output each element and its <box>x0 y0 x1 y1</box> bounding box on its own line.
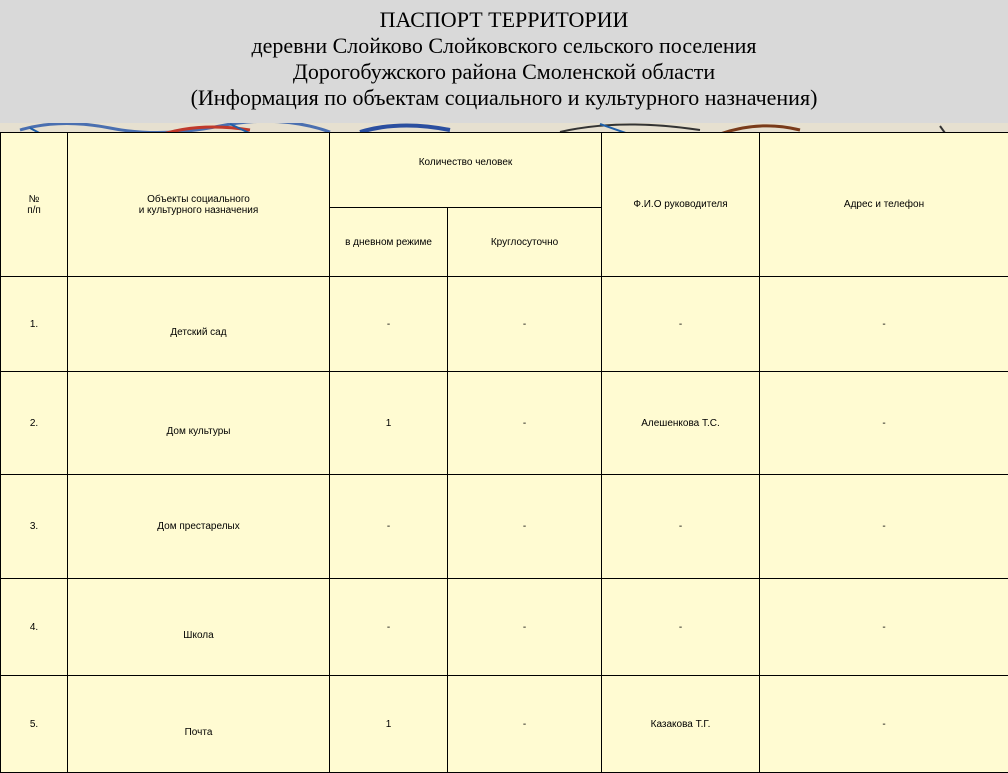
cell-object <box>68 676 330 773</box>
cell-day: - <box>330 277 448 372</box>
cell-head: Казакова Т.Г. <box>602 676 760 773</box>
cell-num: 2. <box>1 372 68 475</box>
col-header-objects <box>68 133 330 277</box>
cell-round: - <box>448 579 602 676</box>
cell-object-label: Почта <box>185 727 213 738</box>
cell-round: - <box>448 372 602 475</box>
cell-head: Алешенкова Т.С. <box>602 372 760 475</box>
cell-day: - <box>330 579 448 676</box>
cell-head: - <box>602 579 760 676</box>
col-header-num-line1: № <box>1 194 67 205</box>
col-header-address: Адрес и телефон <box>760 133 1008 277</box>
col-header-day-mode: в дневном режиме <box>330 208 448 277</box>
cell-address: - <box>760 475 1008 579</box>
col-header-objects-line1: Объекты социального <box>68 194 329 205</box>
cell-num: 5. <box>1 676 68 773</box>
cell-day: 1 <box>330 676 448 773</box>
col-header-num <box>1 133 68 277</box>
cell-head: - <box>602 277 760 372</box>
col-header-objects-line2: и культурного назначения <box>68 205 329 216</box>
col-header-head-name: Ф.И.О руководителя <box>602 133 760 277</box>
table-row <box>1 676 1008 773</box>
header-subtitle: (Информация по объектам социального и культурного назначения) <box>0 85 1008 111</box>
cell-address: - <box>760 277 1008 372</box>
cell-address: - <box>760 372 1008 475</box>
cell-address: - <box>760 579 1008 676</box>
cell-object-label: Детский сад <box>170 327 226 338</box>
cell-object <box>68 579 330 676</box>
cell-object-label: Школа <box>183 630 213 641</box>
header-district: Дорогобужского района Смоленской области <box>0 59 1008 85</box>
col-header-people-count-label: Количество человек <box>419 157 513 168</box>
col-header-num-line2: п/п <box>1 205 67 216</box>
table-row <box>1 475 1008 579</box>
cell-object <box>68 372 330 475</box>
cell-num: 4. <box>1 579 68 676</box>
header-village: деревни Слойково Слойковского сельского поселения <box>0 33 1008 59</box>
cell-object <box>68 277 330 372</box>
table-row <box>1 579 1008 676</box>
cell-num: 1. <box>1 277 68 372</box>
table-row <box>1 277 1008 372</box>
cell-round: - <box>448 475 602 579</box>
cell-object: Дом престарелых <box>68 475 330 579</box>
table-header-row <box>1 133 1008 208</box>
cell-day: 1 <box>330 372 448 475</box>
cell-round: - <box>448 676 602 773</box>
cell-head: - <box>602 475 760 579</box>
cell-object-label: Дом культуры <box>167 426 231 437</box>
cell-num: 3. <box>1 475 68 579</box>
cell-address: - <box>760 676 1008 773</box>
header-title: ПАСПОРТ ТЕРРИТОРИИ <box>0 0 1008 33</box>
table-row <box>1 372 1008 475</box>
cell-round: - <box>448 277 602 372</box>
cell-day: - <box>330 475 448 579</box>
table-container <box>0 132 1008 756</box>
page-header <box>0 0 1008 123</box>
col-header-people-count <box>330 133 602 208</box>
col-header-round-clock: Круглосуточно <box>448 208 602 277</box>
objects-table <box>0 132 1008 773</box>
